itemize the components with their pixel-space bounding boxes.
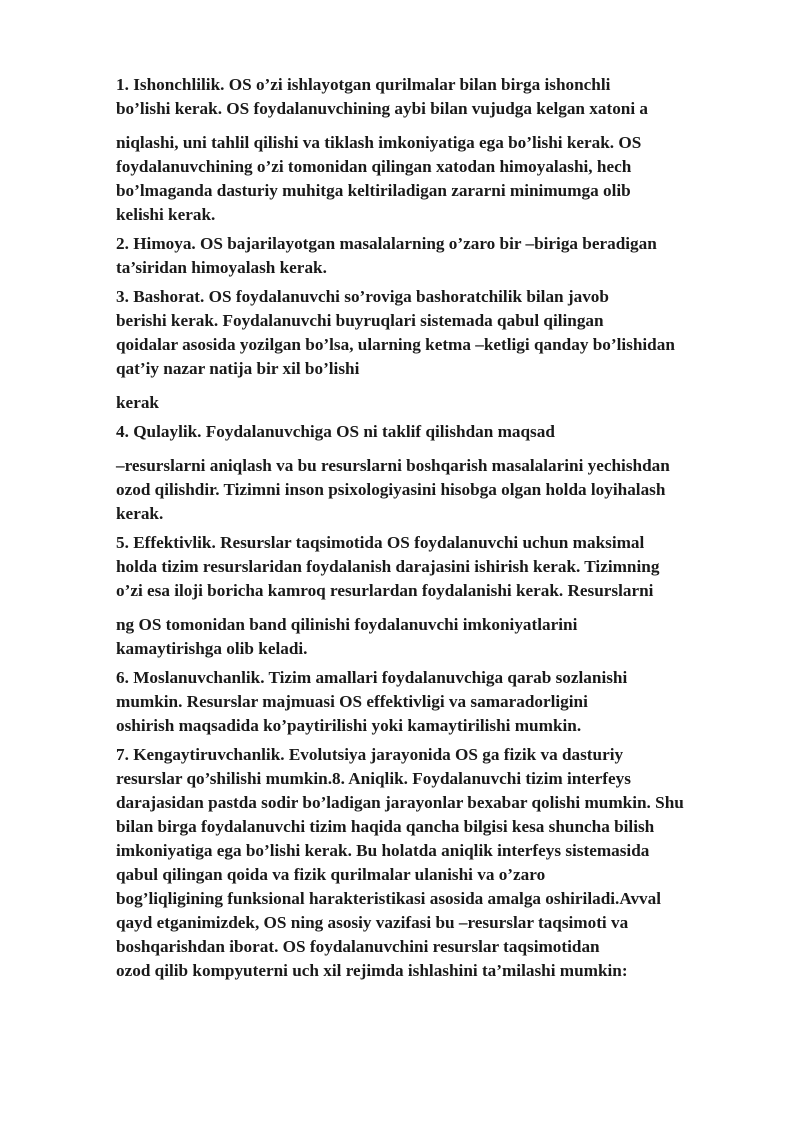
text-line: ozod qilishdir. Tizimni inson psixologiyasini hisobga olgan holda loyihalash bbox=[116, 480, 666, 499]
text-line: qoidalar asosida yozilgan bo’lsa, ularning ketma –ketligi qanday bo’lishidan bbox=[116, 335, 675, 354]
text-line: ng OS tomonidan band qilinishi foydalanuvchi imkoniyatlarini bbox=[116, 615, 578, 634]
text-line: oshirish maqsadida ko’paytirilishi yoki kamaytirilishi mumkin. bbox=[116, 716, 582, 735]
text-line: qayd etganimizdek, OS ning asosiy vazifasi bu –resurslar taqsimoti va bbox=[116, 913, 629, 932]
text-line: –resurslarni aniqlash va bu resurslarni boshqarish masalalarini yechishdan bbox=[116, 456, 670, 475]
text-line: 7. Kengaytiruvchanlik. Evolutsiya jarayonida OS ga fizik va dasturiy bbox=[116, 745, 624, 764]
paragraph-predictability bbox=[116, 285, 746, 381]
text-line: bo’lmaganda dasturiy muhitga keltiriladigan zararni minimumga olib bbox=[116, 181, 631, 200]
paragraph-kerak bbox=[116, 391, 746, 415]
text-line: 4. Qulaylik. Foydalanuvchiga OS ni taklif qilishdan maqsad bbox=[116, 422, 555, 441]
paragraph-protection bbox=[116, 232, 746, 280]
text-line: mumkin. Resurslar majmuasi OS effektivligi va samaradorligini bbox=[116, 692, 588, 711]
document-body bbox=[116, 73, 746, 988]
text-line: foydalanuvchining o’zi tomonidan qilingan xatodan himoyalashi, hech bbox=[116, 157, 632, 176]
text-line: o’zi esa iloji boricha kamroq resurlardan foydalanishi kerak. Resurslarni bbox=[116, 581, 654, 600]
paragraph-reliability bbox=[116, 73, 746, 227]
text-line: resurslar qo’shilishi mumkin.8. Aniqlik. Foydalanuvchi tizim interfeys bbox=[116, 769, 631, 788]
text-line: kelishi kerak. bbox=[116, 205, 216, 224]
text-line: imkoniyatiga ega bo’lishi kerak. Bu holatda aniqlik interfeys sistemasida bbox=[116, 841, 650, 860]
paragraph-extensibility bbox=[116, 743, 746, 983]
text-line: qat’iy nazar natija bir xil bo’lishi bbox=[116, 359, 360, 378]
paragraph-efficiency bbox=[116, 531, 746, 661]
text-line: 3. Bashorat. OS foydalanuvchi so’roviga bashoratchilik bilan javob bbox=[116, 287, 609, 306]
paragraph-convenience bbox=[116, 420, 746, 526]
text-line: 6. Moslanuvchanlik. Tizim amallari foydalanuvchiga qarab sozlanishi bbox=[116, 668, 628, 687]
text-line: kamaytirishga olib keladi. bbox=[116, 639, 308, 658]
text-line: bo’lishi kerak. OS foydalanuvchining aybi bilan vujudga kelgan xatoni a bbox=[116, 99, 649, 118]
text-line: qabul qilingan qoida va fizik qurilmalar ulanishi va o’zaro bbox=[116, 865, 546, 884]
text-line: boshqarishdan iborat. OS foydalanuvchini resurslar taqsimotidan bbox=[116, 937, 600, 956]
text-line: bilan birga foydalanuvchi tizim haqida qancha bilgisi kesa shuncha bilish bbox=[116, 817, 655, 836]
text-line: holda tizim resurslaridan foydalanish darajasini ishirish kerak. Tizimning bbox=[116, 557, 660, 576]
text-line: darajasidan pastda sodir bo’ladigan jarayonlar bexabar qolishi mumkin. Shu bbox=[116, 793, 684, 812]
text-line: 2. Himoya. OS bajarilayotgan masalalarning o’zaro bir –biriga beradigan bbox=[116, 234, 657, 253]
text-line: kerak bbox=[116, 393, 159, 412]
text-line: niqlashi, uni tahlil qilishi va tiklash imkoniyatiga ega bo’lishi kerak. OS bbox=[116, 133, 642, 152]
text-line: ozod qilib kompyuterni uch xil rejimda ishlashini ta’milashi mumkin: bbox=[116, 961, 628, 980]
text-line: ta’siridan himoyalash kerak. bbox=[116, 258, 327, 277]
paragraph-flexibility bbox=[116, 666, 746, 738]
text-line: 5. Effektivlik. Resurslar taqsimotida OS foydalanuvchi uchun maksimal bbox=[116, 533, 645, 552]
text-line: berishi kerak. Foydalanuvchi buyruqlari sistemada qabul qilingan bbox=[116, 311, 604, 330]
text-line: kerak. bbox=[116, 504, 164, 523]
text-line: bog’liqligining funksional harakteristikasi asosida amalga oshiriladi.Avval bbox=[116, 889, 662, 908]
text-line: 1. Ishonchlilik. OS o’zi ishlayotgan qurilmalar bilan birga ishonchli bbox=[116, 75, 611, 94]
